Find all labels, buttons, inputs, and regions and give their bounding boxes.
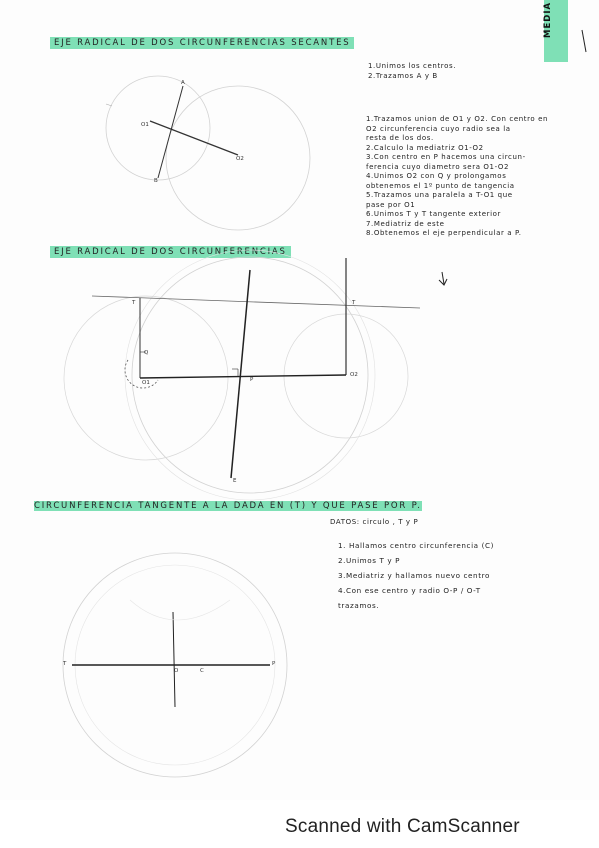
section2-label-p: P xyxy=(250,377,254,383)
section2-step: 7.Mediatriz de este xyxy=(366,219,445,228)
section3-step: 1. Hallamos centro circunferencia (C) xyxy=(338,541,495,550)
section1-step: 1.Unimos los centros. xyxy=(368,62,457,70)
section1-label-b: B xyxy=(154,178,158,184)
section2-step: resta de los dos. xyxy=(366,134,434,142)
section2-title: EJE RADICAL DE DOS CIRCUNFERENCIAS xyxy=(50,246,291,258)
section1-title: EJE RADICAL DE DOS CIRCUNFERENCIAS SECANTES xyxy=(50,37,354,49)
section3-label-t: T xyxy=(63,661,67,667)
section2-step: 8.Obtenemos el eje perpendicular a P. xyxy=(366,229,522,237)
section2-step: ferencia cuyo diametro sera O1-O2 xyxy=(366,162,510,171)
section1-label-o2: O2 xyxy=(236,156,244,162)
section2-step: pase por O1 xyxy=(366,200,416,209)
section3-label-c: C xyxy=(200,668,204,674)
section2-step: obtenemos el 1º punto de tangencia xyxy=(366,181,515,190)
section3-label-p: P xyxy=(272,661,276,667)
section3-step: trazamos. xyxy=(338,601,380,610)
section2-label-o1: O1 xyxy=(142,380,150,386)
section2-step: 1.Trazamos union de O1 y O2. Con centro en xyxy=(366,115,549,123)
section2-step: O2 circunferencia cuyo radio sea la xyxy=(366,124,511,133)
section3-data-line: DATOS: circulo , T y P xyxy=(330,518,419,526)
section2-label-t1: T xyxy=(132,300,136,306)
section2-step: 6.Unimos T y T tangente exterior xyxy=(366,210,502,218)
section2-label-q: Q xyxy=(144,350,149,356)
side-tab-label: MEDIA xyxy=(543,1,553,38)
section3-step: 4.Con ese centro y radio O-P / O-T xyxy=(338,586,481,595)
section2-step: 2.Calculo la mediatriz O1-O2 xyxy=(366,143,484,152)
section2-step: 4.Unimos O2 con Q y prolongamos xyxy=(366,172,507,180)
section1-label-o1: O1 xyxy=(141,122,149,128)
section3-label-o: O xyxy=(174,668,179,674)
section1-label-a: A xyxy=(181,80,185,86)
section3-step: 3.Mediatriz y hallamos nuevo centro xyxy=(338,571,491,580)
section2-label-e: E xyxy=(233,478,237,484)
section2-step: 5.Trazamos una paralela a T-O1 que xyxy=(366,191,513,199)
section2-step: 3.Con centro en P hacemos una circun- xyxy=(366,153,526,161)
section2-label-o2: O2 xyxy=(350,372,358,378)
section1-step: 2.Trazamos A y B xyxy=(368,71,438,80)
section3-title-text: CIRCUNFERENCIA TANGENTE A LA DADA EN (T) Y QUE PASE POR P. xyxy=(34,501,422,511)
section3-step: 2.Unimos T y P xyxy=(338,556,401,565)
section2-label-t2: T xyxy=(352,300,356,306)
scanner-watermark: Scanned with CamScanner xyxy=(285,816,520,837)
